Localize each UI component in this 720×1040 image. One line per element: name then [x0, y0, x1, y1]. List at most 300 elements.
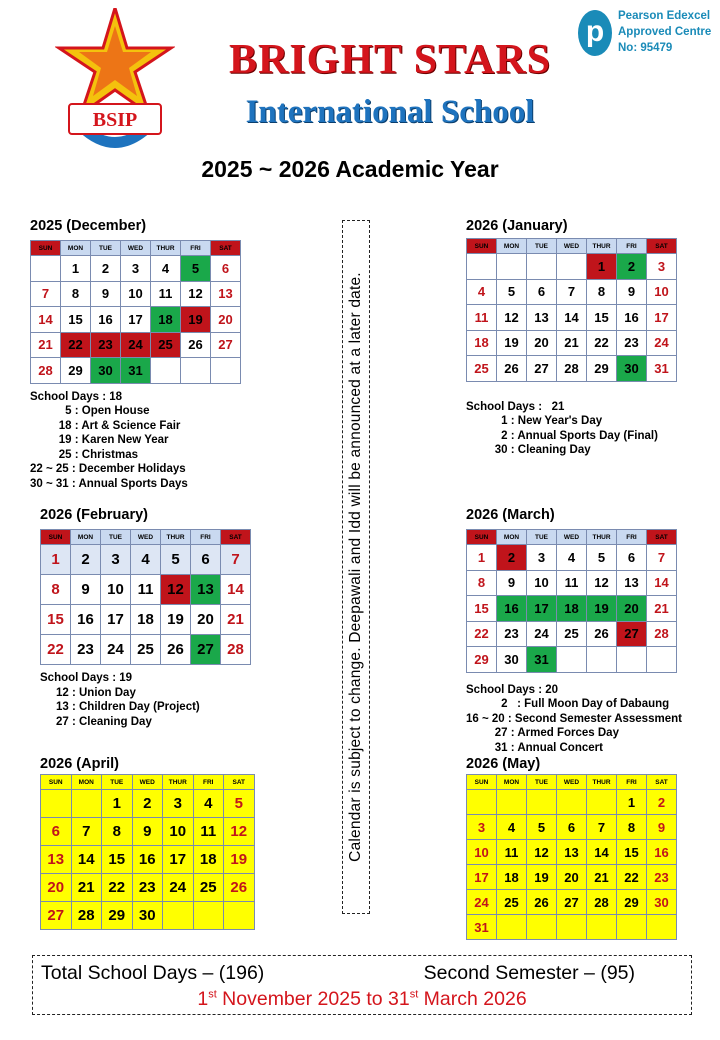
day-cell: 10 [467, 840, 497, 865]
day-cell: 12 [497, 305, 527, 331]
week-row [467, 621, 677, 647]
day-cell: 20 [617, 596, 647, 622]
day-cell: 22 [617, 865, 647, 890]
total-school-days: Total School Days – (196) [41, 962, 265, 984]
calendar-grid [30, 240, 241, 384]
week-row [41, 605, 251, 635]
weekday-header: MON [497, 239, 527, 254]
day-cell: 3 [101, 545, 131, 575]
day-cell: 15 [102, 846, 133, 874]
day-cell: 16 [91, 307, 121, 333]
day-cell: 23 [91, 332, 121, 358]
day-cell: 28 [31, 358, 61, 384]
weekday-header: SAT [647, 239, 677, 254]
day-cell: 10 [101, 575, 131, 605]
day-cell: 12 [527, 840, 557, 865]
week-row [467, 865, 677, 890]
day-cell: 26 [527, 890, 557, 915]
day-cell: 14 [557, 305, 587, 331]
month-notes: School Days : 20 2 : Full Moon Day of Dabaung 16 ~ 20 : Second Semester Assessment 27 : Armed Forces Day 31 : Annual Concert [466, 683, 682, 754]
week-row [41, 790, 255, 818]
day-cell: 4 [557, 545, 587, 571]
weekday-header: MON [71, 530, 101, 545]
day-cell: 26 [497, 356, 527, 382]
day-cell: 15 [61, 307, 91, 333]
month-notes: School Days : 18 5 : Open House 18 : Art & Science Fair 19 : Karen New Year 25 : Christmas 22 ~ 25 : December Holidays 30 ~ 31 : Annual Sports Days [30, 390, 188, 490]
day-cell [587, 915, 617, 940]
day-cell: 14 [31, 307, 61, 333]
day-cell: 7 [71, 818, 102, 846]
day-cell: 10 [163, 818, 194, 846]
day-cell: 29 [467, 647, 497, 673]
day-cell: 14 [221, 575, 251, 605]
weekday-header: FRI [617, 239, 647, 254]
day-cell: 16 [71, 605, 101, 635]
day-cell: 24 [467, 890, 497, 915]
day-cell: 29 [61, 358, 91, 384]
day-cell: 7 [557, 279, 587, 305]
day-cell: 20 [211, 307, 241, 333]
weekday-header: TUE [91, 241, 121, 256]
day-cell: 24 [647, 330, 677, 356]
day-cell: 23 [647, 865, 677, 890]
weekday-header: WED [557, 775, 587, 790]
day-cell [497, 790, 527, 815]
day-cell: 10 [527, 570, 557, 596]
day-cell: 17 [121, 307, 151, 333]
week-row [41, 818, 255, 846]
day-cell: 5 [497, 279, 527, 305]
day-cell: 6 [617, 545, 647, 571]
day-cell: 26 [587, 621, 617, 647]
month-title: 2026 (January) [466, 218, 568, 234]
day-cell: 14 [647, 570, 677, 596]
day-cell: 18 [497, 865, 527, 890]
day-cell: 26 [181, 332, 211, 358]
day-cell: 7 [587, 815, 617, 840]
day-cell [527, 254, 557, 280]
day-cell: 27 [191, 635, 221, 665]
day-cell: 3 [163, 790, 194, 818]
pearson-line2: Approved Centre [618, 26, 712, 38]
pearson-line1: Pearson Edexcel [618, 10, 711, 22]
day-cell: 27 [617, 621, 647, 647]
weekday-header: MON [71, 775, 102, 790]
day-cell: 4 [193, 790, 224, 818]
day-cell: 6 [557, 815, 587, 840]
day-cell: 13 [191, 575, 221, 605]
day-cell [647, 915, 677, 940]
day-cell: 11 [467, 305, 497, 331]
day-cell: 3 [527, 545, 557, 571]
day-cell [193, 902, 224, 930]
day-cell: 10 [121, 281, 151, 307]
day-cell: 18 [131, 605, 161, 635]
day-cell: 31 [527, 647, 557, 673]
month-february-2026 [40, 507, 251, 729]
weekday-header-row [467, 530, 677, 545]
month-notes: School Days : 21 1 : New Year's Day 2 : Annual Sports Day (Final) 30 : Cleaning Day [466, 400, 658, 456]
week-row [41, 902, 255, 930]
week-row [467, 570, 677, 596]
day-cell: 1 [61, 256, 91, 282]
weekday-header: THUR [151, 241, 181, 256]
day-cell: 4 [131, 545, 161, 575]
weekday-header: FRI [181, 241, 211, 256]
day-cell: 13 [617, 570, 647, 596]
day-cell: 20 [557, 865, 587, 890]
day-cell [587, 647, 617, 673]
week-row [467, 305, 677, 331]
day-cell: 22 [41, 635, 71, 665]
weekday-header: SAT [221, 530, 251, 545]
day-cell: 5 [181, 256, 211, 282]
day-cell [617, 915, 647, 940]
day-cell: 12 [181, 281, 211, 307]
weekday-header: SUN [41, 530, 71, 545]
day-cell: 28 [557, 356, 587, 382]
day-cell: 1 [467, 545, 497, 571]
day-cell [71, 790, 102, 818]
week-row [467, 356, 677, 382]
day-cell: 5 [527, 815, 557, 840]
school-name-line2: International School [245, 94, 535, 130]
day-cell: 19 [224, 846, 255, 874]
month-may-2026 [466, 756, 677, 940]
weekday-header: SUN [31, 241, 61, 256]
day-cell: 3 [467, 815, 497, 840]
day-cell: 8 [102, 818, 133, 846]
day-cell: 17 [527, 596, 557, 622]
week-row [467, 815, 677, 840]
day-cell: 18 [193, 846, 224, 874]
day-cell: 24 [101, 635, 131, 665]
week-row [31, 281, 241, 307]
day-cell: 13 [211, 281, 241, 307]
day-cell: 11 [497, 840, 527, 865]
day-cell: 6 [527, 279, 557, 305]
day-cell: 2 [71, 545, 101, 575]
month-april-2026 [40, 756, 255, 930]
day-cell: 8 [617, 815, 647, 840]
day-cell: 2 [132, 790, 163, 818]
day-cell [527, 915, 557, 940]
day-cell: 17 [101, 605, 131, 635]
day-cell [467, 790, 497, 815]
day-cell: 9 [497, 570, 527, 596]
pearson-logo-icon: p [578, 10, 612, 56]
day-cell: 31 [647, 356, 677, 382]
month-december-2025 [30, 218, 241, 491]
day-cell: 9 [91, 281, 121, 307]
day-cell: 14 [587, 840, 617, 865]
day-cell: 20 [191, 605, 221, 635]
day-cell: 23 [497, 621, 527, 647]
day-cell: 6 [211, 256, 241, 282]
weekday-header: SAT [211, 241, 241, 256]
day-cell: 8 [467, 570, 497, 596]
day-cell [224, 902, 255, 930]
day-cell: 16 [132, 846, 163, 874]
day-cell: 27 [41, 902, 72, 930]
day-cell [151, 358, 181, 384]
day-cell: 21 [587, 865, 617, 890]
day-cell: 22 [61, 332, 91, 358]
day-cell: 30 [91, 358, 121, 384]
day-cell: 13 [41, 846, 72, 874]
day-cell: 30 [132, 902, 163, 930]
day-cell [41, 790, 72, 818]
day-cell: 23 [617, 330, 647, 356]
day-cell: 22 [587, 330, 617, 356]
day-cell: 13 [527, 305, 557, 331]
day-cell: 19 [181, 307, 211, 333]
day-cell: 7 [647, 545, 677, 571]
day-cell: 26 [224, 874, 255, 902]
day-cell: 28 [587, 890, 617, 915]
day-cell [527, 790, 557, 815]
day-cell: 2 [647, 790, 677, 815]
day-cell: 25 [151, 332, 181, 358]
day-cell: 29 [587, 356, 617, 382]
weekday-header: TUE [527, 530, 557, 545]
school-logo [55, 8, 175, 156]
day-cell: 28 [221, 635, 251, 665]
day-cell: 17 [467, 865, 497, 890]
day-cell: 15 [41, 605, 71, 635]
day-cell [557, 647, 587, 673]
day-cell: 3 [121, 256, 151, 282]
calendar-grid [466, 529, 677, 673]
month-notes: School Days : 19 12 : Union Day 13 : Children Day (Project) 27 : Cleaning Day [40, 672, 200, 728]
weekday-header: SAT [647, 775, 677, 790]
weekday-header: SAT [224, 775, 255, 790]
day-cell: 19 [587, 596, 617, 622]
day-cell: 21 [647, 596, 677, 622]
day-cell: 8 [41, 575, 71, 605]
day-cell [31, 256, 61, 282]
weekday-header: FRI [193, 775, 224, 790]
day-cell: 30 [497, 647, 527, 673]
day-cell [557, 254, 587, 280]
day-cell: 10 [647, 279, 677, 305]
day-cell: 25 [467, 356, 497, 382]
day-cell: 13 [557, 840, 587, 865]
day-cell: 26 [161, 635, 191, 665]
day-cell [497, 915, 527, 940]
weekday-header: MON [497, 530, 527, 545]
calendar-change-note-text: Calendar is subject to change. Deepawali and Idd will be announced at a later date. [347, 272, 364, 862]
week-row [31, 307, 241, 333]
day-cell: 16 [497, 596, 527, 622]
day-cell [181, 358, 211, 384]
weekday-header: WED [132, 775, 163, 790]
day-cell: 7 [221, 545, 251, 575]
day-cell: 29 [617, 890, 647, 915]
weekday-header: FRI [617, 530, 647, 545]
week-row [31, 358, 241, 384]
month-march-2026 [466, 507, 682, 755]
day-cell: 4 [497, 815, 527, 840]
day-cell: 24 [163, 874, 194, 902]
calendar-grid [466, 774, 677, 940]
day-cell: 17 [163, 846, 194, 874]
day-cell: 23 [132, 874, 163, 902]
day-cell: 2 [497, 545, 527, 571]
day-cell: 11 [131, 575, 161, 605]
day-cell: 6 [41, 818, 72, 846]
day-cell: 6 [191, 545, 221, 575]
calendar-change-note [342, 220, 370, 914]
week-row [467, 790, 677, 815]
weekday-header: WED [557, 530, 587, 545]
day-cell: 31 [467, 915, 497, 940]
day-cell: 3 [647, 254, 677, 280]
day-cell: 19 [527, 865, 557, 890]
month-title: 2025 (December) [30, 218, 147, 234]
day-cell: 5 [161, 545, 191, 575]
day-cell: 16 [647, 840, 677, 865]
day-cell: 27 [527, 356, 557, 382]
school-name-line1: BRIGHT STARS [228, 37, 552, 83]
day-cell: 31 [121, 358, 151, 384]
weekday-header: THUR [587, 239, 617, 254]
pearson-badge [578, 6, 720, 62]
weekday-header: SUN [467, 239, 497, 254]
weekday-header: FRI [191, 530, 221, 545]
weekday-header: FRI [617, 775, 647, 790]
summary-box [32, 955, 692, 1015]
day-cell: 14 [71, 846, 102, 874]
day-cell: 28 [647, 621, 677, 647]
calendar-grid [40, 774, 255, 930]
weekday-header: MON [61, 241, 91, 256]
day-cell: 27 [211, 332, 241, 358]
day-cell: 1 [587, 254, 617, 280]
day-cell: 9 [71, 575, 101, 605]
month-title: 2026 (March) [466, 507, 555, 523]
day-cell: 25 [557, 621, 587, 647]
day-cell: 8 [61, 281, 91, 307]
week-row [467, 279, 677, 305]
day-cell: 2 [91, 256, 121, 282]
day-cell: 2 [617, 254, 647, 280]
day-cell [211, 358, 241, 384]
svg-text:BSIP: BSIP [92, 109, 138, 131]
day-cell: 21 [31, 332, 61, 358]
day-cell: 12 [161, 575, 191, 605]
day-cell: 12 [587, 570, 617, 596]
weekday-header-row [41, 775, 255, 790]
day-cell: 23 [71, 635, 101, 665]
weekday-header: SAT [647, 530, 677, 545]
day-cell: 11 [151, 281, 181, 307]
weekday-header: WED [131, 530, 161, 545]
calendar-grid [466, 238, 677, 382]
day-cell: 20 [41, 874, 72, 902]
week-row [467, 545, 677, 571]
day-cell: 18 [467, 330, 497, 356]
day-cell: 22 [467, 621, 497, 647]
weekday-header: TUE [101, 530, 131, 545]
weekday-header: WED [121, 241, 151, 256]
day-cell: 25 [497, 890, 527, 915]
day-cell [557, 915, 587, 940]
weekday-header: SUN [467, 775, 497, 790]
weekday-header: THUR [163, 775, 194, 790]
day-cell: 5 [587, 545, 617, 571]
week-row [41, 874, 255, 902]
weekday-header: THUR [587, 775, 617, 790]
month-title: 2026 (February) [40, 507, 148, 523]
semester-date-range: 1st November 2025 to 31st March 2026 [197, 988, 527, 1010]
weekday-header-row [467, 775, 677, 790]
week-row [467, 647, 677, 673]
weekday-header: THUR [587, 530, 617, 545]
week-row [41, 635, 251, 665]
day-cell: 22 [102, 874, 133, 902]
day-cell: 21 [71, 874, 102, 902]
day-cell: 24 [121, 332, 151, 358]
month-january-2026 [466, 218, 677, 458]
week-row [41, 575, 251, 605]
weekday-header: TUE [527, 239, 557, 254]
day-cell: 1 [617, 790, 647, 815]
week-row [31, 332, 241, 358]
week-row [41, 846, 255, 874]
day-cell [617, 647, 647, 673]
day-cell: 25 [193, 874, 224, 902]
day-cell: 9 [132, 818, 163, 846]
day-cell: 29 [102, 902, 133, 930]
week-row [467, 840, 677, 865]
day-cell: 19 [161, 605, 191, 635]
day-cell: 8 [587, 279, 617, 305]
academic-year-title: 2025 ~ 2026 Academic Year [201, 156, 499, 182]
weekday-header: WED [557, 239, 587, 254]
day-cell: 5 [224, 790, 255, 818]
day-cell: 12 [224, 818, 255, 846]
weekday-header: SUN [467, 530, 497, 545]
day-cell: 27 [557, 890, 587, 915]
week-row [467, 596, 677, 622]
day-cell: 16 [617, 305, 647, 331]
week-row [467, 890, 677, 915]
day-cell: 7 [31, 281, 61, 307]
week-row [467, 915, 677, 940]
week-row [31, 256, 241, 282]
month-title: 2026 (May) [466, 756, 541, 772]
day-cell: 20 [527, 330, 557, 356]
day-cell: 4 [151, 256, 181, 282]
weekday-header-row [41, 530, 251, 545]
week-row [41, 545, 251, 575]
day-cell: 30 [647, 890, 677, 915]
weekday-header: THUR [161, 530, 191, 545]
weekday-header: SUN [41, 775, 72, 790]
weekday-header: TUE [102, 775, 133, 790]
day-cell [647, 647, 677, 673]
day-cell: 9 [617, 279, 647, 305]
day-cell: 15 [587, 305, 617, 331]
month-title: 2026 (April) [40, 756, 119, 772]
day-cell [557, 790, 587, 815]
day-cell: 4 [467, 279, 497, 305]
second-semester-days: Second Semester – (95) [423, 962, 635, 984]
weekday-header-row [31, 241, 241, 256]
day-cell: 30 [617, 356, 647, 382]
day-cell: 18 [151, 307, 181, 333]
